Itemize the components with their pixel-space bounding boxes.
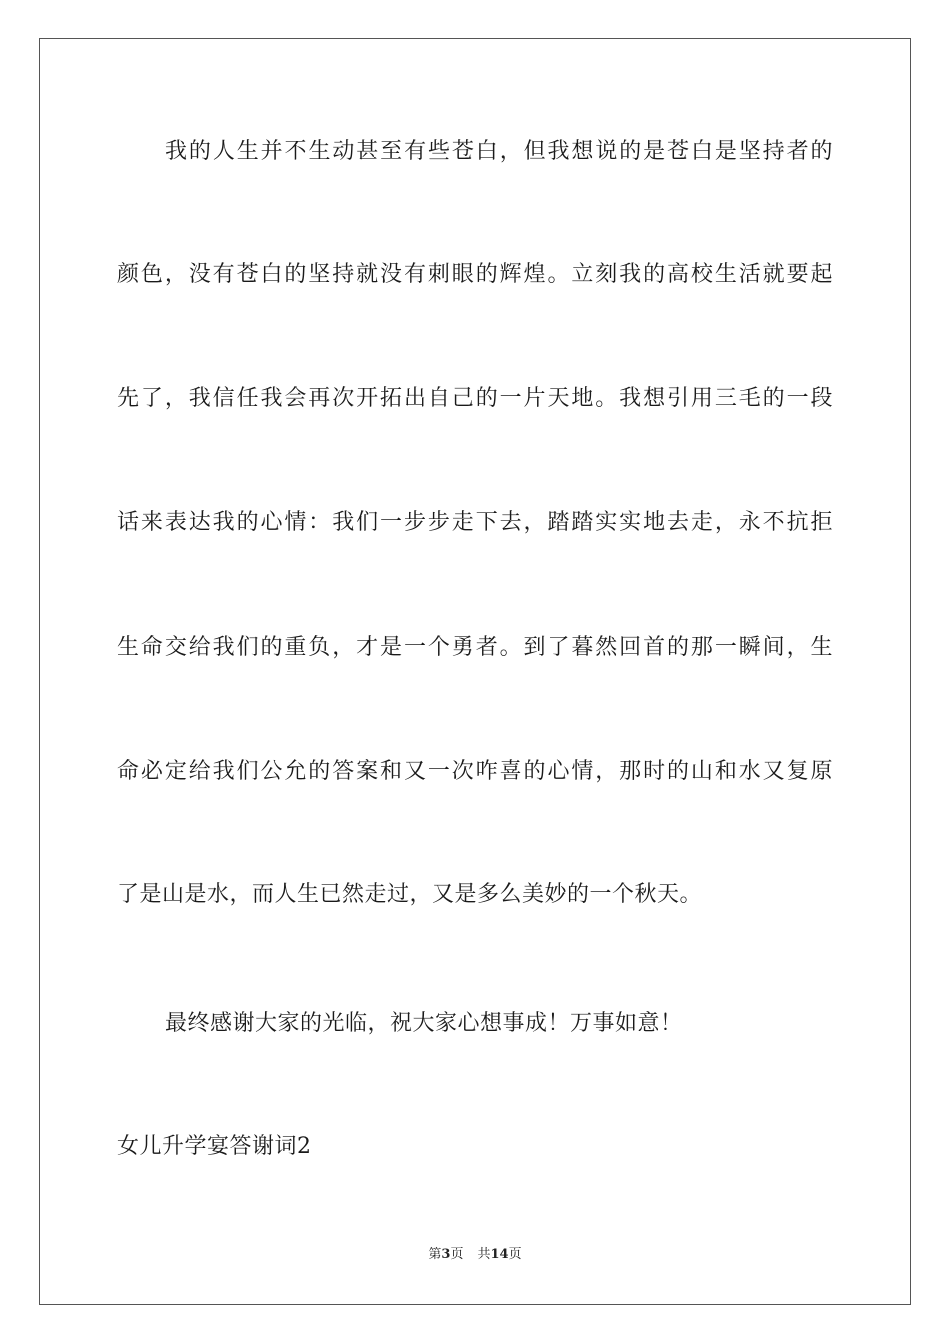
paragraph-1-line-4: 话来表达我的心情：我们一步步走下去，踏踏实实地去走，永不抗拒 bbox=[117, 510, 833, 535]
paragraph-1-line-5: 生命交给我们的重负，才是一个勇者。到了暮然回首的那一瞬间，生 bbox=[117, 635, 833, 660]
page-border bbox=[39, 38, 911, 1305]
paragraph-2-line-1: 最终感谢大家的光临，祝大家心想事成！万事如意！ bbox=[165, 1011, 683, 1036]
paragraph-1-line-6: 命必定给我们公允的答案和又一次咋喜的心情，那时的山和水又复原 bbox=[117, 759, 833, 784]
page-current: 3 bbox=[441, 1247, 451, 1262]
section-heading: 女儿升学宴答谢词2 bbox=[117, 1134, 312, 1159]
paragraph-1-line-3: 先了，我信任我会再次开拓出自己的一片天地。我想引用三毛的一段 bbox=[117, 386, 833, 411]
total-suffix: 页 bbox=[508, 1247, 522, 1262]
total-prefix: 共 bbox=[477, 1247, 491, 1262]
paragraph-1-line-2: 颜色，没有苍白的坚持就没有刺眼的辉煌。立刻我的高校生活就要起 bbox=[117, 262, 833, 287]
page-prefix: 第 bbox=[428, 1247, 442, 1262]
page-suffix: 页 bbox=[450, 1247, 464, 1262]
paragraph-1-line-1: 我的人生并不生动甚至有些苍白，但我想说的是苍白是坚持者的 bbox=[165, 139, 833, 164]
paragraph-1-line-7: 了是山是水，而人生已然走过，又是多么美妙的一个秋天。 bbox=[117, 882, 703, 907]
page-total: 14 bbox=[490, 1247, 509, 1262]
page-footer bbox=[0, 1246, 950, 1264]
